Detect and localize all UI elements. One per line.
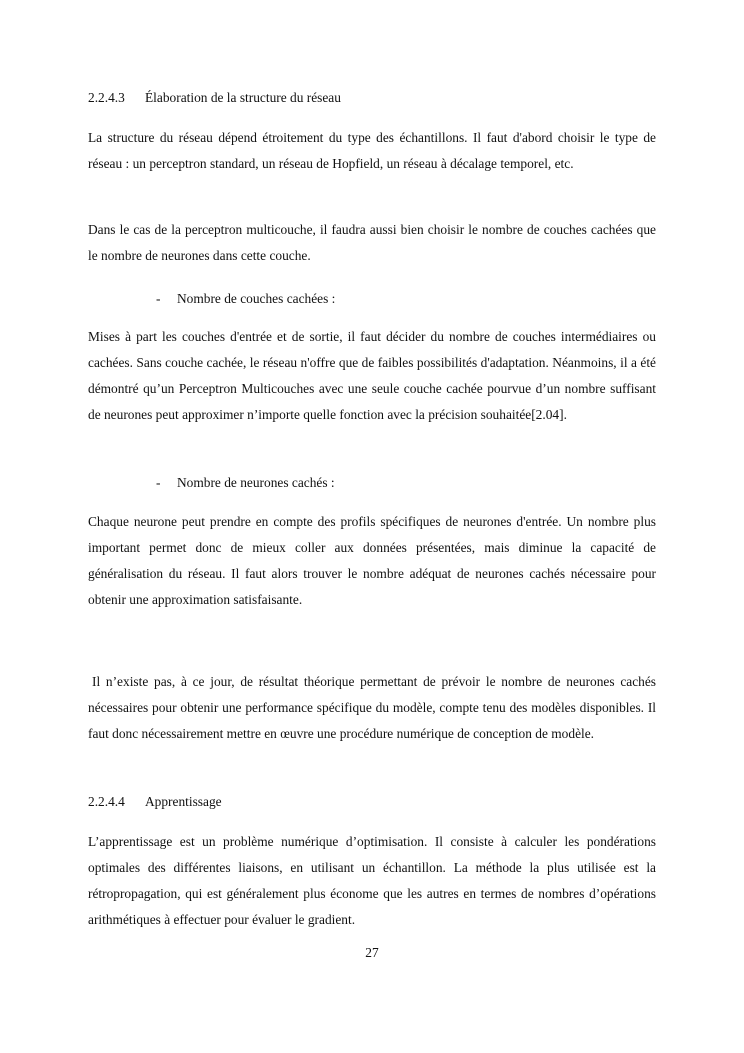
page-number: 27: [365, 945, 379, 960]
bullet-dash: -: [156, 291, 161, 306]
paragraph-multilayer-perceptron: Dans le cas de la perceptron multicouche, il faudra aussi bien choisir le nombre de couches cachées que le nombre de neurones dans cette couche.: [88, 222, 656, 263]
paragraph-hidden-layers: Mises à part les couches d'entrée et de sortie, il faut décider du nombre de couches intermédiaires ou cachées. Sans couche cachée, le réseau n'offre que de faibles possibilités d'adaptation. Néanmoins, il a été démontré qu’un Perceptron Multicouches avec une seule couche cachée pourvue d’un nombre suffisant de neurones peut approximer n’importe quelle fonction avec la précision souhaitée[2.04].: [88, 329, 656, 422]
section-heading-2-2-4-4: [88, 793, 222, 811]
section-heading-2-2-4-3: [88, 89, 341, 107]
bullet-text: Nombre de neurones cachés :: [177, 475, 335, 490]
section-title: Élaboration de la structure du réseau: [145, 90, 341, 105]
section-number: 2.2.4.3: [88, 90, 125, 105]
bullet-hidden-layers: [156, 290, 335, 308]
bullet-dash: -: [156, 475, 161, 490]
paragraph-no-theoretical-result: Il n’existe pas, à ce jour, de résultat théorique permettant de prévoir le nombre de neurones cachés nécessaires pour obtenir une performance spécifique du modèle, compte tenu des modèles disponibles. Il faut donc nécessairement mettre en œuvre une procédure numérique de conception de modèle.: [88, 674, 656, 741]
paragraph-network-type: La structure du réseau dépend étroitement du type des échantillons. Il faut d'abord choisir le type de réseau : un perceptron standard, un réseau de Hopfield, un réseau à décalage temporel, etc.: [88, 130, 656, 171]
section-title: Apprentissage: [145, 794, 222, 809]
bullet-text: Nombre de couches cachées :: [177, 291, 336, 306]
paragraph-learning: L’apprentissage est un problème numérique d’optimisation. Il consiste à calculer les pondérations optimales des différentes liaisons, en utilisant un échantillon. La méthode la plus utilisée est la rétropropagation, qui est généralement plus économe que les autres en termes de nombres d’opérations arithmétiques à effectuer pour évaluer le gradient.: [88, 834, 656, 927]
section-number: 2.2.4.4: [88, 794, 125, 809]
paragraph-hidden-neurons: Chaque neurone peut prendre en compte des profils spécifiques de neurones d'entrée. Un nombre plus important permet donc de mieux coller aux données présentées, mais diminue la capacité de généralisation du réseau. Il faut alors trouver le nombre adéquat de neurones cachés nécessaire pour obtenir une approximation satisfaisante.: [88, 514, 656, 607]
bullet-hidden-neurons: [156, 474, 335, 492]
